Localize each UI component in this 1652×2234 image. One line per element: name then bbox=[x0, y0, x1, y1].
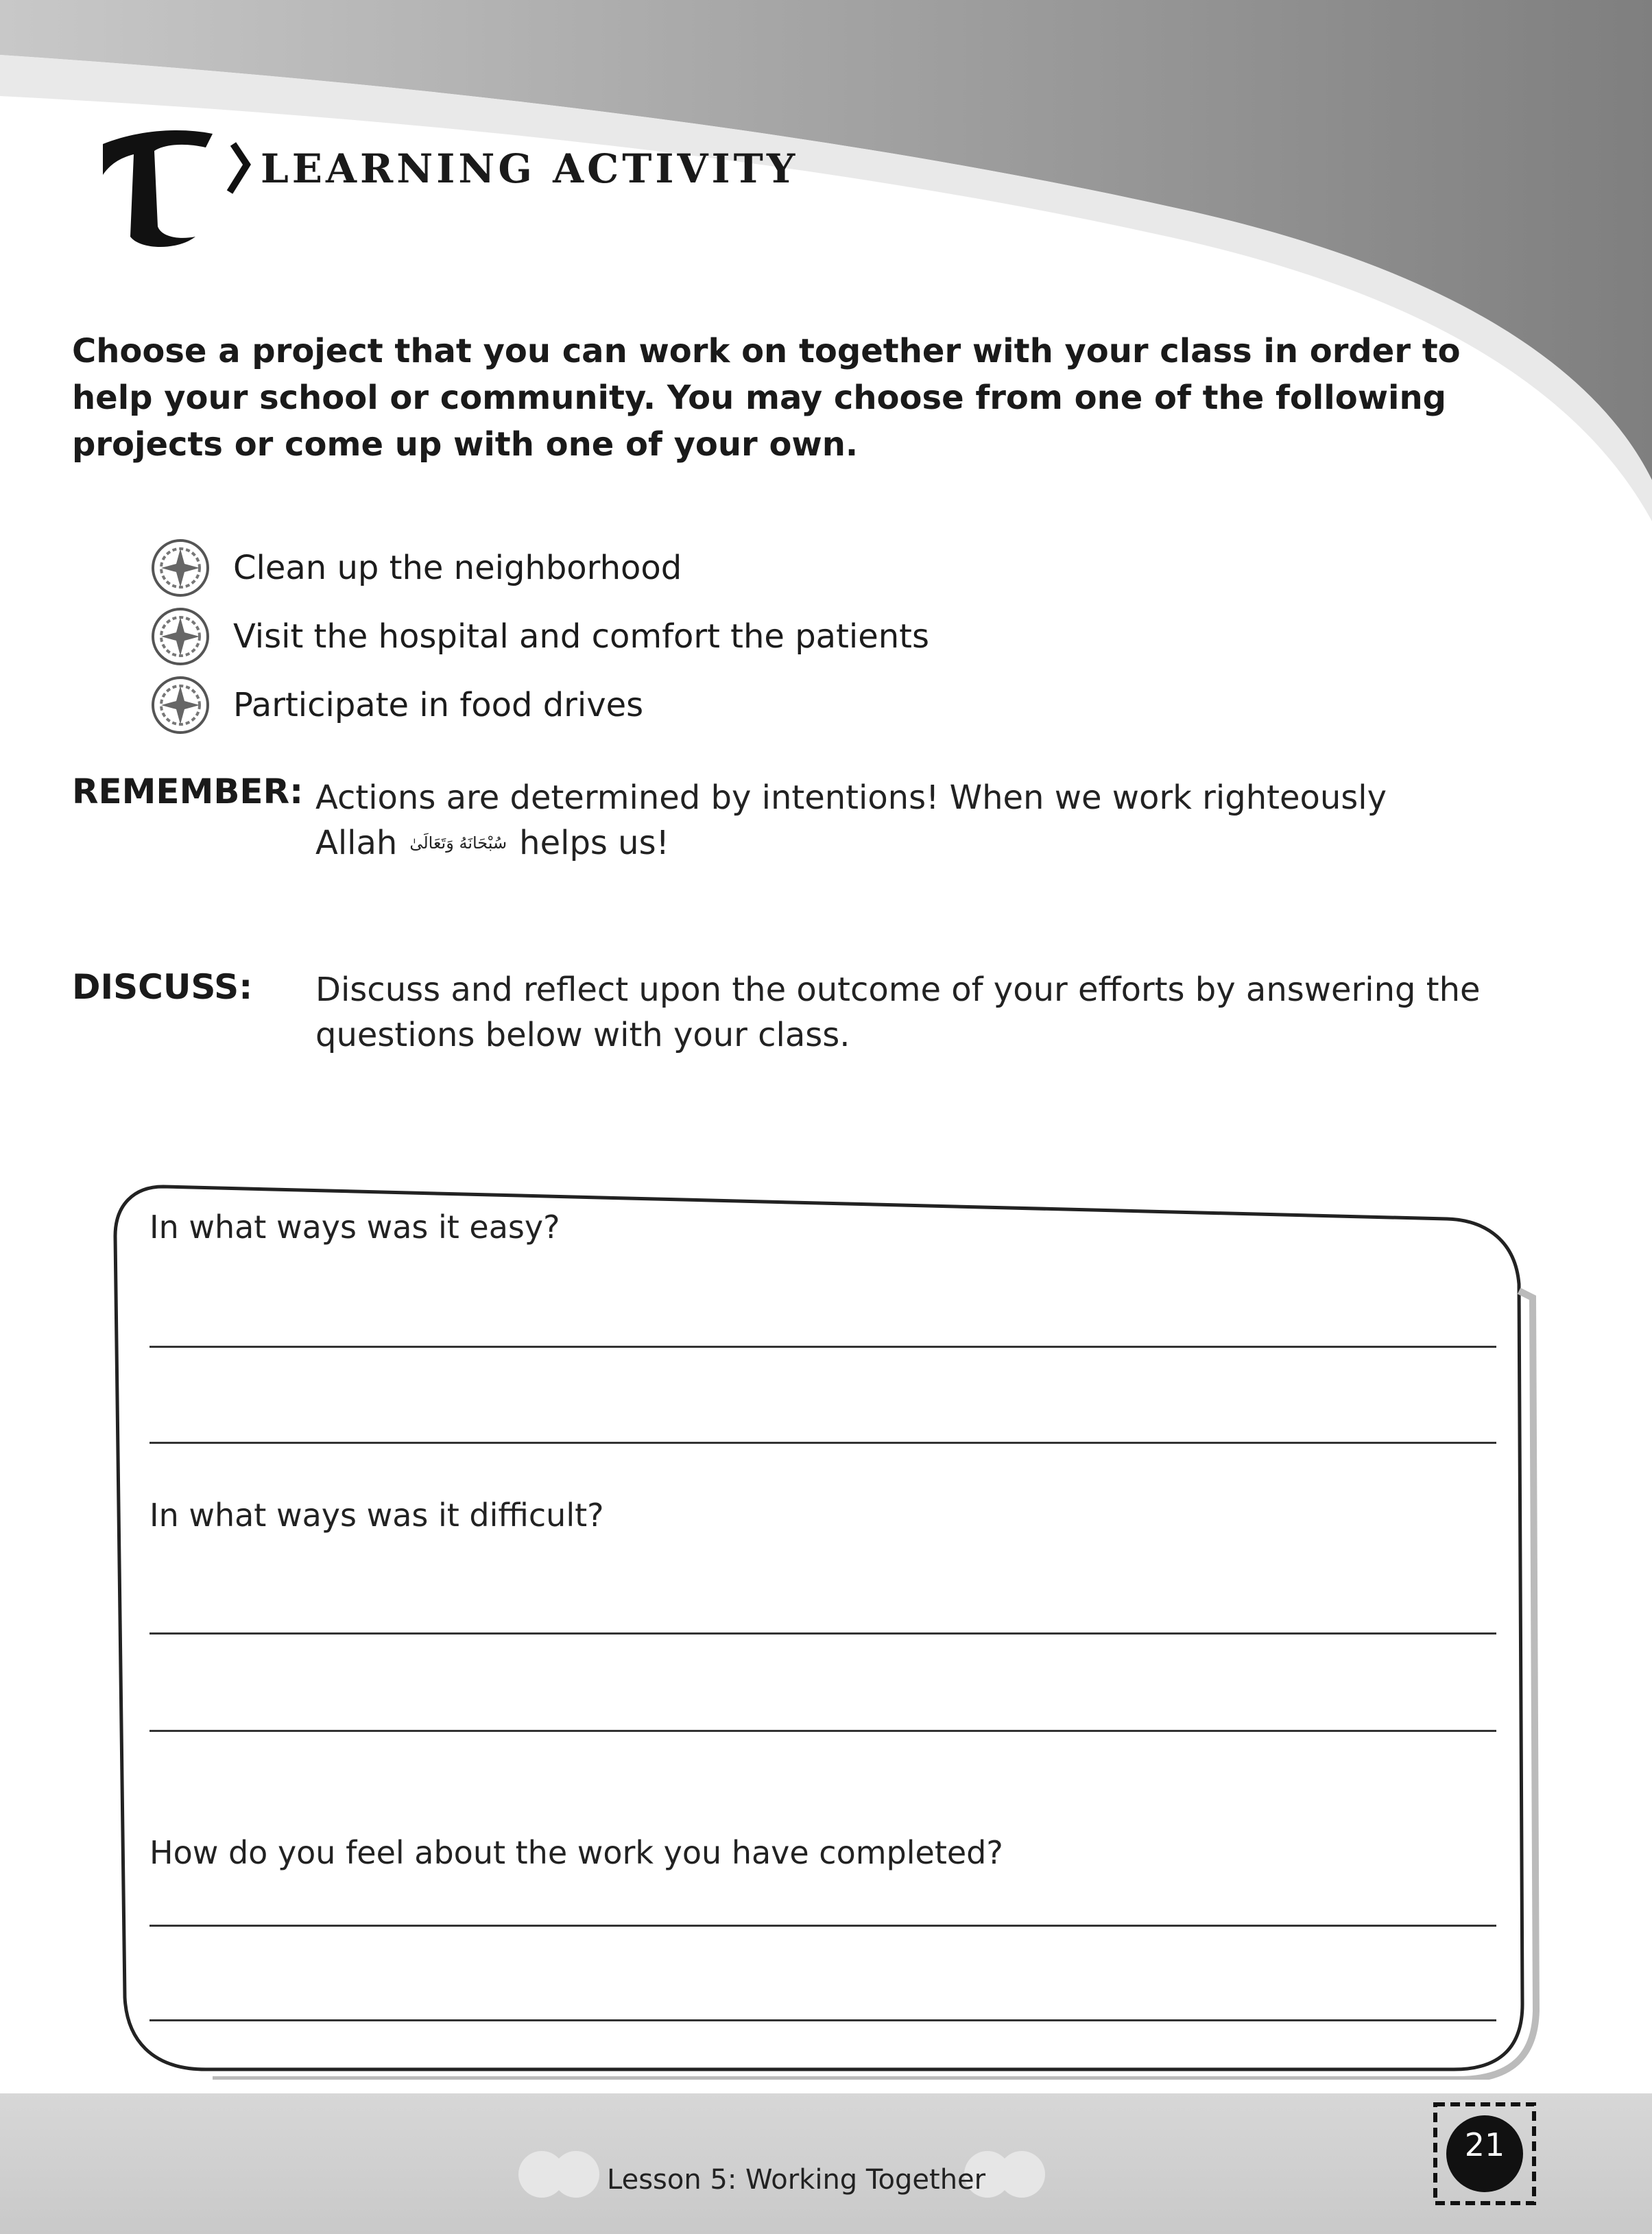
answer-line[interactable] bbox=[149, 1632, 1496, 1635]
ornament-icon bbox=[151, 607, 210, 666]
remember-allah: Allah bbox=[315, 824, 398, 862]
section-title: LEARNING ACTIVITY bbox=[261, 145, 799, 192]
learning-activity-logo-icon bbox=[75, 103, 267, 261]
intro-paragraph: Choose a project that you can work on together with your class in order to help your school or community. You may choose from one of the following projects or come up with one of your own. bbox=[72, 332, 1461, 464]
answer-box bbox=[110, 1181, 1543, 2080]
ornament-icon bbox=[151, 676, 210, 735]
answer-line[interactable] bbox=[149, 1925, 1496, 1927]
discuss-label: DISCUSS: bbox=[72, 967, 253, 1007]
list-item-label: Clean up the neighborhood bbox=[233, 549, 682, 587]
remember-line-1: Actions are determined by intentions! When we work righteously bbox=[315, 779, 1387, 817]
remember-label: REMEMBER: bbox=[72, 772, 304, 811]
question-feelings: How do you feel about the work you have completed? bbox=[149, 1834, 1003, 1871]
discuss-line-2: questions below with your class. bbox=[315, 1016, 850, 1054]
honorific-glyph: سُبْحَانَهُ وَتَعَالَىٰ bbox=[409, 833, 507, 853]
remember-line-2 bbox=[315, 820, 669, 866]
answer-line[interactable] bbox=[149, 1442, 1496, 1444]
list-item-label: Visit the hospital and comfort the patients bbox=[233, 617, 930, 656]
list-item bbox=[151, 671, 929, 739]
list-item-label: Participate in food drives bbox=[233, 686, 644, 724]
project-list bbox=[151, 534, 929, 739]
lesson-title: Lesson 5: Working Together bbox=[607, 2164, 986, 2196]
answer-line[interactable] bbox=[149, 1346, 1496, 1348]
list-item bbox=[151, 602, 929, 671]
answer-line[interactable] bbox=[149, 2019, 1496, 2021]
answer-line[interactable] bbox=[149, 1730, 1496, 1732]
discuss-line-1: Discuss and reflect upon the outcome of your efforts by answering the bbox=[315, 971, 1481, 1009]
ornament-icon bbox=[151, 538, 210, 597]
question-difficult: In what ways was it difficult? bbox=[149, 1497, 604, 1534]
page-number: 21 bbox=[1464, 2126, 1505, 2163]
question-easy: In what ways was it easy? bbox=[149, 1209, 560, 1246]
list-item bbox=[151, 534, 929, 602]
remember-helps: helps us! bbox=[519, 824, 669, 862]
